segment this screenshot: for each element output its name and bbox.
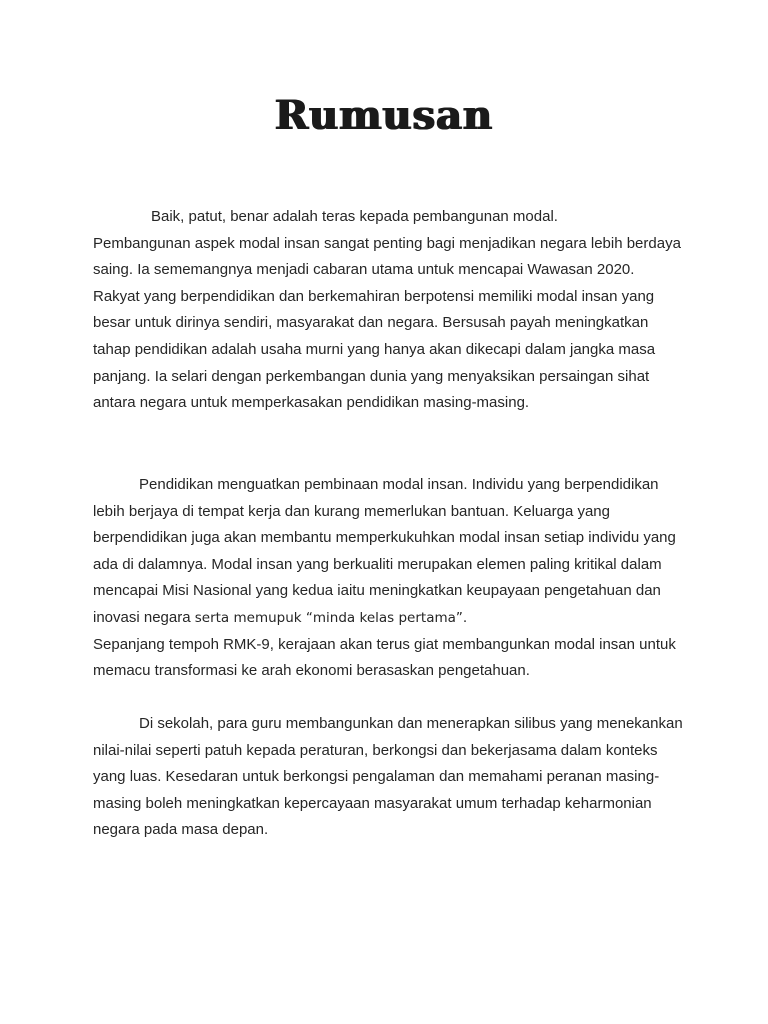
paragraph-1-first-sentence: Baik, patut, benar adalah teras kepada pembangunan modal. <box>151 208 558 225</box>
paragraph-1 <box>93 204 683 417</box>
page-title: Rumusan <box>274 92 494 139</box>
paragraph-2-quote: serta memupuk “minda kelas pertama”. <box>194 609 468 626</box>
paragraph-1-body: Pembangunan aspek modal insan sangat penting bagi menjadikan negara lebih berdaya saing. Ia sememangnya menjadi cabaran utama untuk mencapai Wawasan 2020. Rakyat yang berpendidikan dan berkemahiran berpotensi memiliki modal insan yang besar untuk dirinya sendiri, masyarakat dan negara. Bersusah payah meningkatkan tahap pendidikan adalah usaha murni yang hanya akan dikecapi dalam jangka masa panjang. Ia selari dengan perkembangan dunia yang menyaksikan persaingan sihat antara negara untuk memperkasakan pendidikan masing-masing. <box>93 234 681 412</box>
paragraph-2-body: Pendidikan menguatkan pembinaan modal insan. Individu yang berpendidikan lebih berjaya di tempat kerja dan kurang memerlukan bantuan. Keluarga yang berpendidikan juga akan membantu memperkukuhkan modal insan setiap individu yang ada di dalamnya. Modal insan yang berkualiti merupakan elemen paling kritikal dalam mencapai Misi Nasional yang kedua iaitu meningkatkan keupayaan pengetahuan dan inovasi negara <box>93 476 676 626</box>
paragraph-2 <box>93 472 683 685</box>
paragraph-2-tail: Sepanjang tempoh RMK-9, kerajaan akan terus giat membangunkan modal insan untuk memacu transformasi ke arah ekonomi berasaskan pengetahuan. <box>93 635 676 680</box>
paragraph-3 <box>93 711 683 844</box>
paragraph-3-body: Di sekolah, para guru membangunkan dan menerapkan silibus yang menekankan nilai-nilai seperti patuh kepada peraturan, berkongsi dan bekerjasama dalam konteks yang luas. Kesedaran untuk berkongsi pengalaman dan memahami peranan masing-masing boleh meningkatkan kepercayaan masyarakat umum terhadap keharmonian negara pada masa depan. <box>93 715 683 839</box>
